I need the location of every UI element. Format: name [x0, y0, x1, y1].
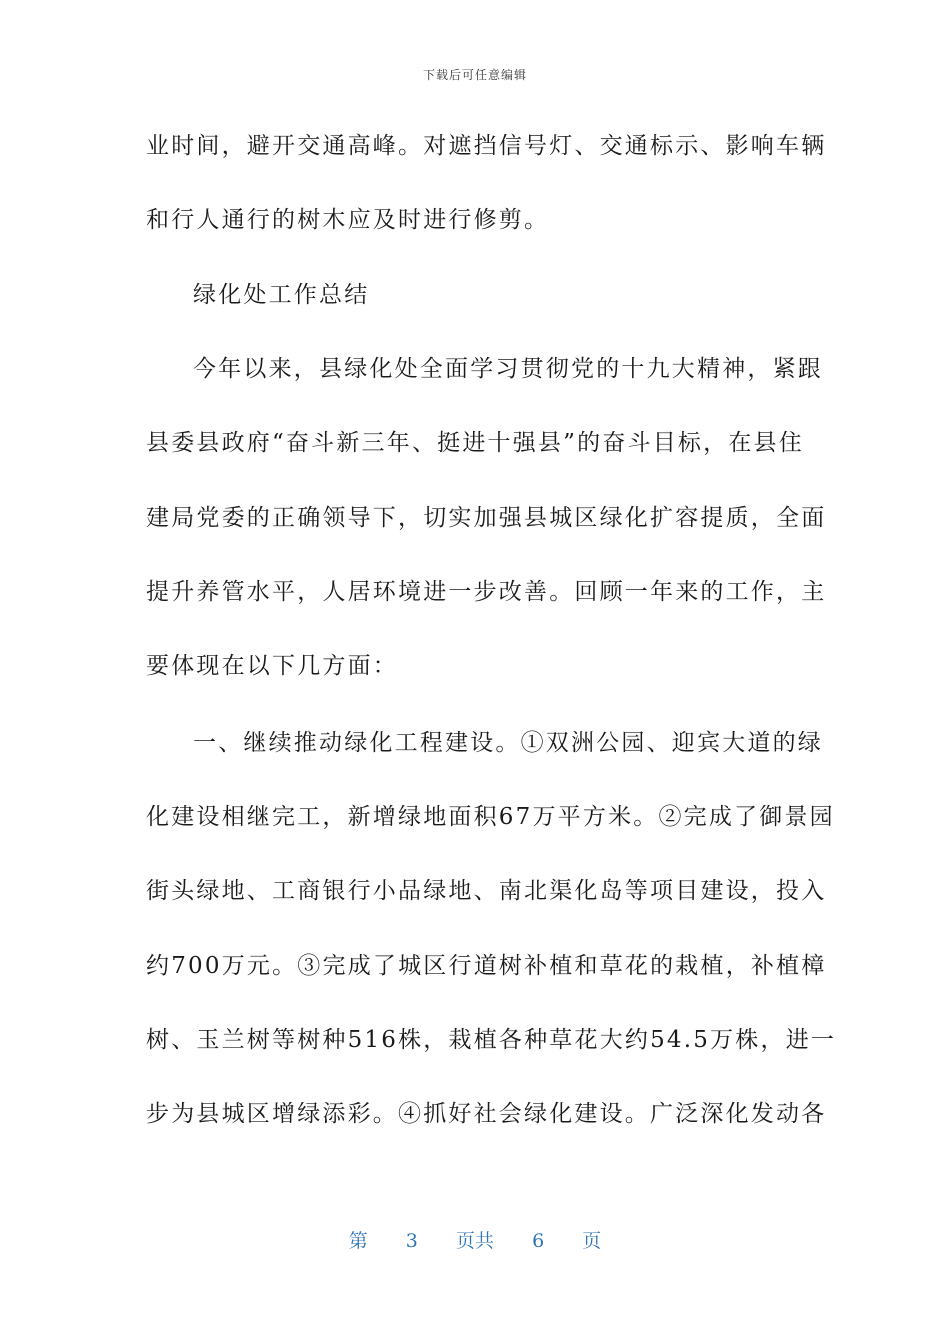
footer-prefix: 第	[348, 1230, 368, 1252]
body-line: 约700万元。③完成了城区行道树补植和草花的栽植，补植樟	[146, 953, 827, 979]
footer-middle: 页共	[455, 1230, 494, 1252]
body-line: 和行人通行的树木应及时进行修剪。	[146, 207, 550, 233]
current-page-number: 3	[405, 1230, 418, 1252]
page-header: 下载后可任意编辑	[422, 68, 527, 82]
body-line: 今年以来，县绿化处全面学习贯彻党的十九大精神，紧跟	[193, 356, 823, 382]
body-line: 一、继续推动绿化工程建设。①双洲公园、迎宾大道的绿	[193, 730, 823, 756]
body-line: 树、玉兰树等树种516株，栽植各种草花大约54.5万株，进一	[146, 1027, 837, 1053]
body-line: 街头绿地、工商银行小品绿地、南北渠化岛等项目建设，投入	[146, 878, 827, 904]
body-line: 提升养管水平，人居环境进一步改善。回顾一年来的工作，主	[146, 579, 827, 605]
footer-suffix: 页	[582, 1230, 602, 1252]
body-line: 要体现在以下几方面：	[146, 653, 398, 679]
body-line: 县委县政府“奋斗新三年、挺进十强县”的奋斗目标，在县住	[146, 430, 804, 456]
section-heading: 绿化处工作总结	[193, 282, 370, 308]
body-line: 业时间，避开交通高峰。对遮挡信号灯、交通标示、影响车辆	[146, 133, 827, 159]
body-line: 化建设相继完工，新增绿地面积67万平方米。②完成了御景园	[146, 804, 835, 830]
total-pages-number: 6	[532, 1230, 545, 1252]
body-line: 步为县城区增绿添彩。④抓好社会绿化建设。广泛深化发动各	[146, 1101, 827, 1127]
page-footer	[0, 1226, 950, 1253]
body-line: 建局党委的正确领导下，切实加强县城区绿化扩容提质，全面	[146, 505, 827, 531]
